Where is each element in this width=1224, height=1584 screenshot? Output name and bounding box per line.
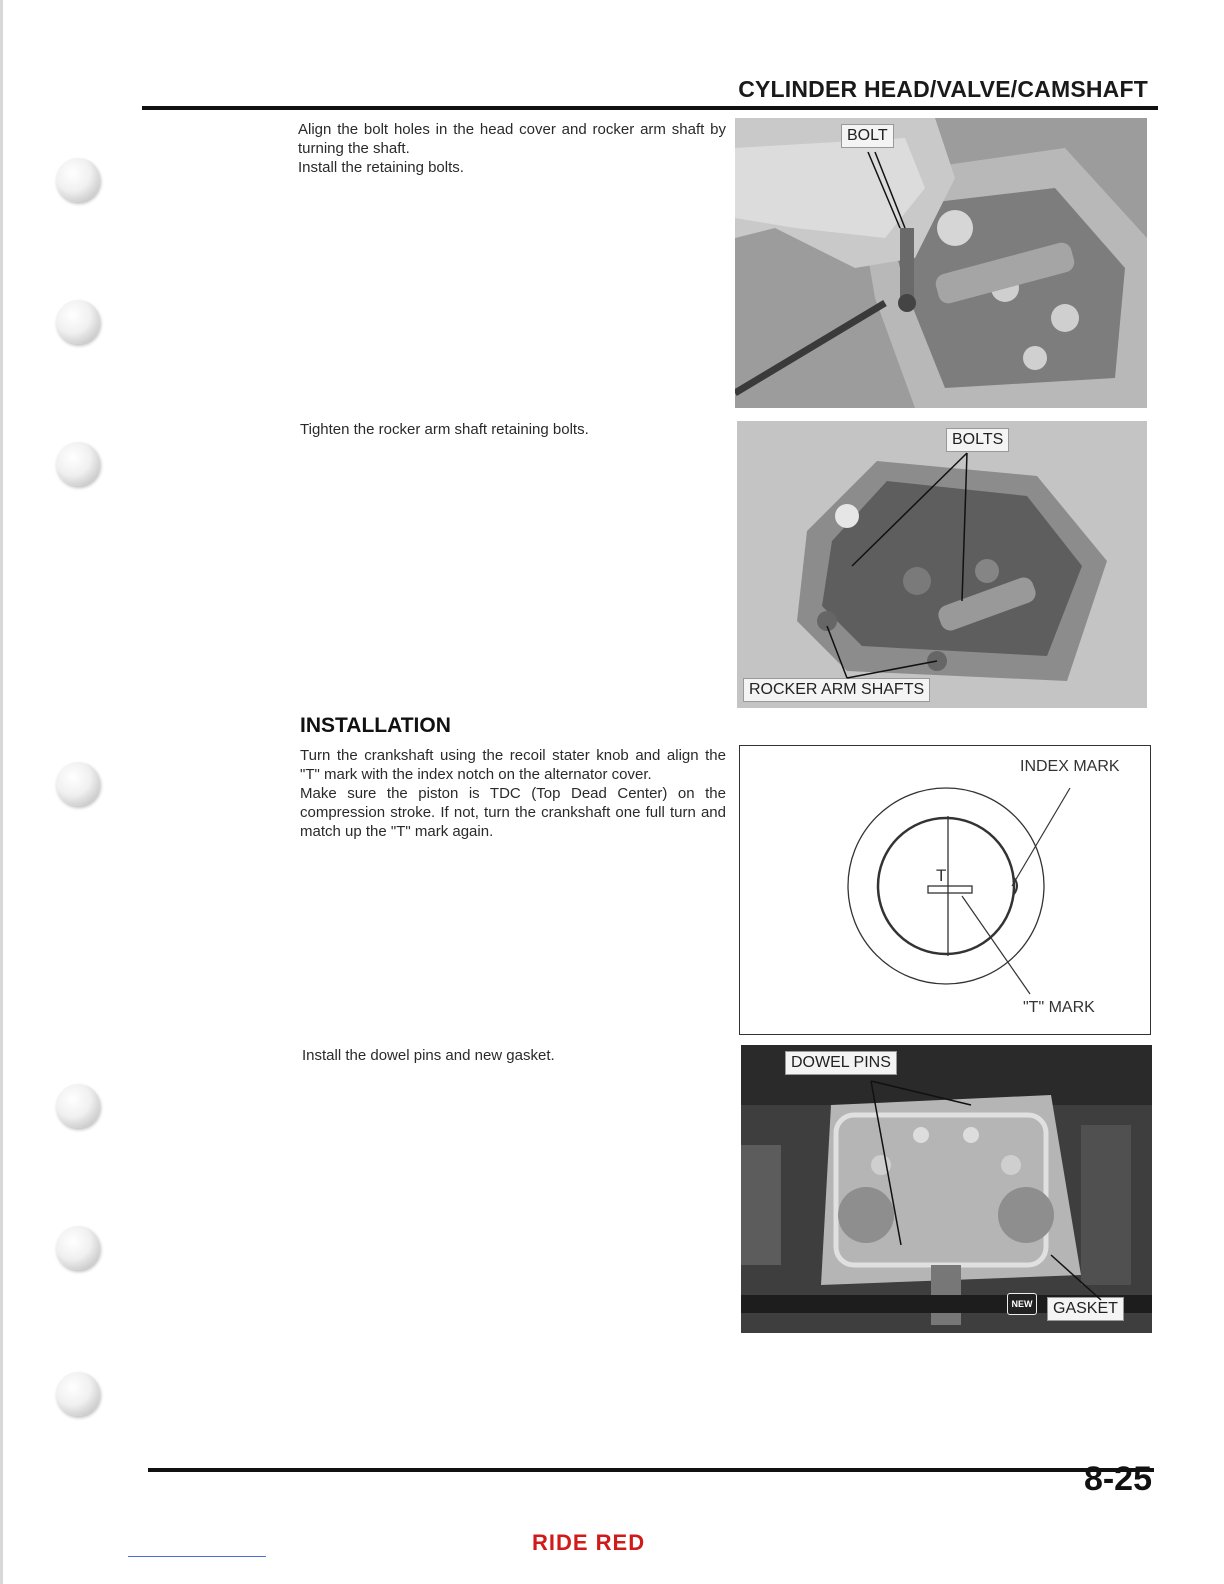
bottom-underline bbox=[128, 1556, 266, 1557]
step-4-line: Install the dowel pins and new gasket. bbox=[302, 1047, 555, 1064]
index-mark-label: INDEX MARK bbox=[1020, 758, 1120, 775]
figure-2-photo bbox=[737, 421, 1147, 708]
step-1-line: Install the retaining bolts. bbox=[298, 159, 464, 176]
brand-logo: RIDE RED bbox=[532, 1530, 646, 1555]
step-3-line: Make sure the piston is TDC (Top Dead Center) on the compression stroke. If not, turn the crankshaft one full turn and match up the "T" mark again. bbox=[300, 785, 726, 840]
footer-rule bbox=[148, 1468, 1154, 1472]
header-rule bbox=[142, 106, 1158, 110]
page-number: 8-25 bbox=[1083, 1460, 1152, 1498]
section-title: CYLINDER HEAD/VALVE/CAMSHAFT bbox=[738, 76, 1148, 102]
page-edge bbox=[0, 0, 3, 1584]
punch-hole bbox=[56, 1084, 100, 1128]
new-part-badge: NEW bbox=[1007, 1293, 1037, 1315]
rocker-arm-shafts-callout: ROCKER ARM SHAFTS bbox=[743, 678, 930, 702]
punch-hole bbox=[56, 442, 100, 486]
figure-4-photo bbox=[741, 1045, 1152, 1333]
t-letter: T bbox=[936, 866, 947, 885]
punch-hole bbox=[56, 1372, 100, 1416]
bolts-callout: BOLTS bbox=[946, 428, 1009, 452]
installation-heading: INSTALLATION bbox=[300, 714, 451, 737]
step-2-line: Tighten the rocker arm shaft retaining bolts. bbox=[300, 421, 589, 438]
step-2-text bbox=[300, 420, 720, 439]
step-1-text bbox=[298, 120, 726, 177]
bolt-callout: BOLT bbox=[841, 124, 894, 148]
step-3-line: Turn the crankshaft using the recoil stater knob and align the "T" mark with the index notch on the alternator cover. bbox=[300, 747, 726, 783]
punch-hole bbox=[56, 762, 100, 806]
t-mark-label: "T" MARK bbox=[1023, 999, 1095, 1016]
step-1-line: Align the bolt holes in the head cover and rocker arm shaft by turning the shaft. bbox=[298, 121, 726, 157]
figure-2-leader-lines bbox=[737, 421, 1147, 708]
t-mark-diagram bbox=[739, 745, 1151, 1035]
figure-4-leader-lines bbox=[741, 1045, 1152, 1333]
punch-hole bbox=[56, 300, 100, 344]
figure-1-photo bbox=[735, 118, 1147, 408]
punch-hole bbox=[56, 1226, 100, 1270]
bolt-leader-line bbox=[735, 118, 1147, 408]
t-mark-drawing bbox=[740, 746, 1150, 1034]
step-3-text bbox=[300, 746, 726, 841]
dowel-pins-callout: DOWEL PINS bbox=[785, 1051, 897, 1075]
step-4-text bbox=[302, 1046, 722, 1065]
gasket-callout: GASKET bbox=[1047, 1297, 1124, 1321]
punch-hole bbox=[56, 158, 100, 202]
